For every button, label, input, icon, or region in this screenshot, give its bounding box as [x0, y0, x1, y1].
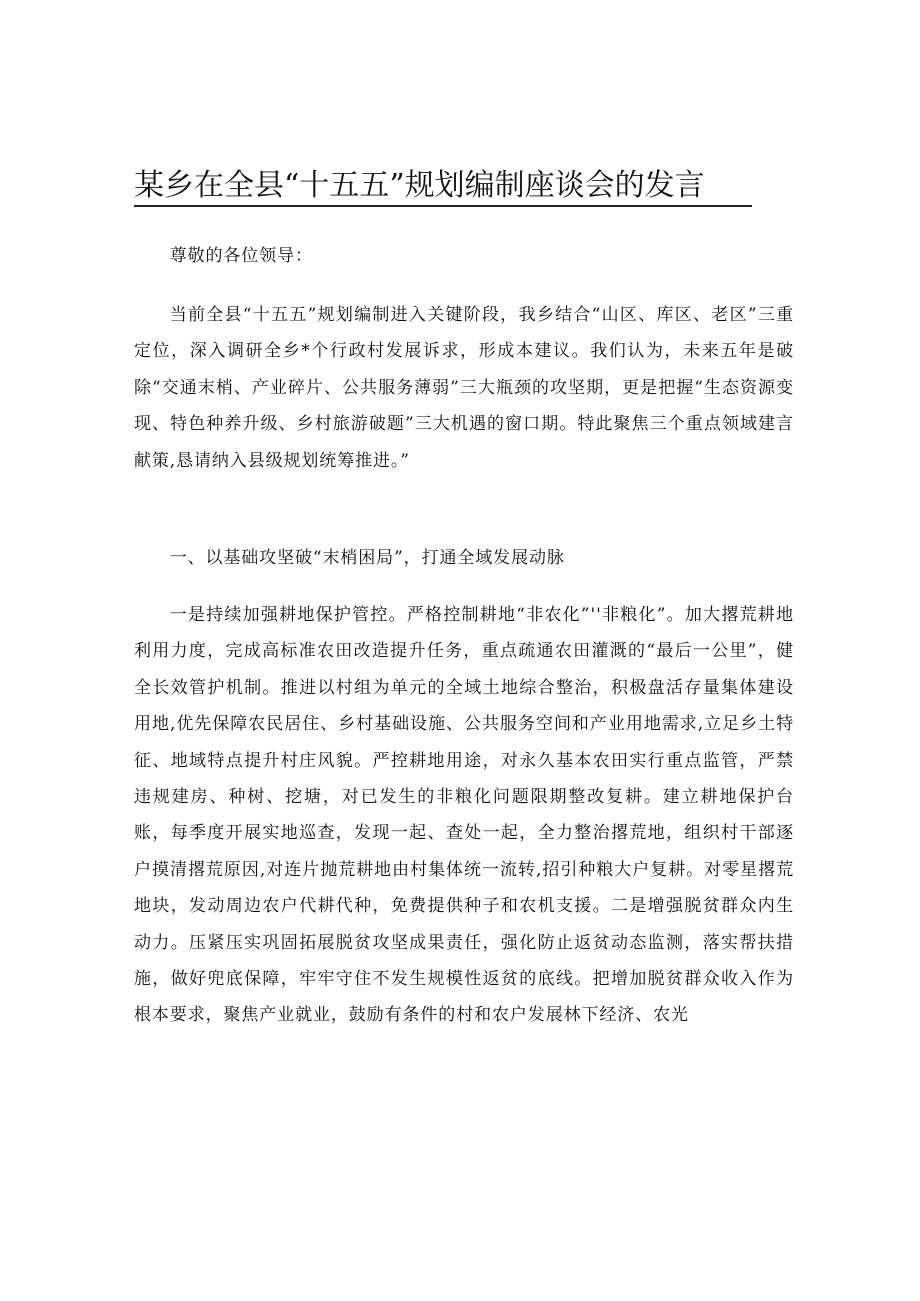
section-heading-1: 一、以基础攻坚破“末梢困局”，打通全域发展动脉	[169, 548, 565, 568]
document-title: 某乡在全县“十五五”规划编制座谈会的发言	[134, 168, 705, 203]
title-underline	[134, 205, 752, 207]
paragraph-section-1-body: 一是持续加强耕地保护管控。严格控制耕地“非农化”''非粮化”。加大撂荒耕地利用力度，完成高标准农田改造提升任务，重点疏通农田灌溉的“最后一公里”，健全长效管护机制。推进以村组为单元的全域土地综合整治，积极盘活存量集体建设用地,优先保障农民居住、乡村基础设施、公共服务空间和产业用地需求,立足乡土特征、地域特点提升村庄风貌。严控耕地用途，对永久基本农田实行重点监管，严禁违规建房、种树、挖塘，对已发生的非粮化问题限期整改复耕。建立耕地保护台账，每季度开展实地巡查，发现一起、查处一起，全力整治撂荒地，组织村干部逐户摸清撂荒原因,对连片抛荒耕地由村集体统一流转,招引种粮大户复耕。对零星撂荒地块，发动周边农户代耕代种，免费提供种子和农机支援。二是增强脱贫群众内生动力。压紧压实巩固拓展脱贫攻坚成果责任，强化防止返贫动态监测，落实帮扶措施，做好兜底保障，牢牢守住不发生规模性返贫的底线。把增加脱贫群众收入作为根本要求，聚焦产业就业，鼓励有条件的村和农户发展林下经济、农光	[134, 605, 794, 1026]
paragraph-intro: 当前全县“十五五”规划编制进入关键阶段，我乡结合“山区、库区、老区”三重定位，深入调研全乡*个行政村发展诉求，形成本建议。我们认为，未来五年是破除“交通末梢、产业碎片、公共服务薄弱”三大瓶颈的攻坚期，更是把握“生态资源变现、特色种养升级、乡村旅游破题”三大机遇的窗口期。特此聚焦三个重点领域建言献策,恳请纳入县级规划统筹推进。”	[134, 305, 794, 471]
salutation: 尊敬的各位领导：	[169, 246, 313, 266]
